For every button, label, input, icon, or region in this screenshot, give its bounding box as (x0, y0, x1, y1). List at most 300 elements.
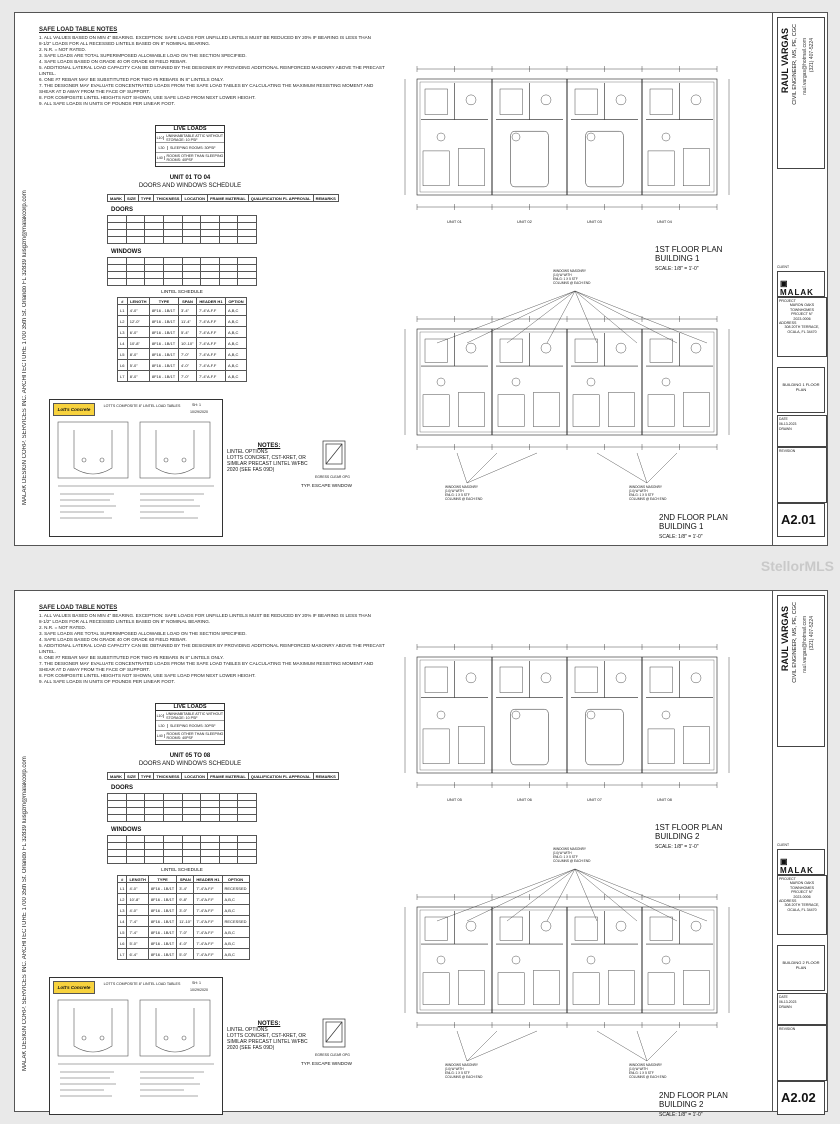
lintel-cell: 8F16 - 1B/1T (149, 371, 178, 382)
live-load-text: ROOMS OTHER THAN SLEEPING ROOMS: 40PSF (166, 731, 224, 740)
dw-header-cell: QUALIFICATION FL APPROVAL (248, 195, 313, 202)
safe-load-note-lines (39, 613, 385, 685)
lintel-cell: 12'-0" (127, 316, 149, 327)
notes-line: LOTTS CONCRET, CST-KRET, OR (227, 1033, 306, 1039)
lintel-cell: A,B,C (225, 371, 246, 382)
lintel-cell: 7'-4"A.F.F (194, 905, 222, 916)
lintel-row (118, 371, 247, 382)
plan2-scale: SCALE: 1/8" = 1'-0" (659, 1112, 703, 1118)
notes-line: LINTEL OPTIONS (227, 1027, 268, 1033)
malak-logo-text: MALAK (780, 866, 814, 875)
window-row-cell (126, 843, 145, 850)
project-name: MARON OAKS TOWNHOMES (789, 881, 815, 890)
window-row-cell (219, 265, 238, 272)
lintel-row (118, 305, 247, 316)
safe-load-note: 3. SAFE LOADS ARE TOTAL SUPERIMPOSED ALLOWABLE LOAD ON THE SECTION SPECIFIED. (39, 631, 247, 636)
door-row-cell (126, 815, 145, 822)
live-load-code: L10 (156, 135, 163, 140)
dw-header-cell: FRAME MATERIAL (208, 195, 249, 202)
window-callout-top (553, 269, 590, 285)
windows-label: WINDOWS (111, 827, 142, 833)
lotts-header: LOTTS COMPOSITE 8" LINTEL LOAD TABLES (103, 404, 181, 408)
window-row-cell (219, 279, 238, 286)
door-row (108, 230, 257, 237)
door-row-cell (182, 815, 201, 822)
window-callout-bottom-left (445, 1063, 482, 1079)
lintel-cell: 4'-0" (179, 360, 197, 371)
safe-load-title: SAFE LOAD TABLE NOTES (39, 605, 118, 611)
safe-load-note-lines (39, 35, 385, 107)
window-row-cell (126, 857, 145, 864)
lintel-row (118, 927, 250, 938)
window-row-cell (219, 258, 238, 265)
lintel-cell: 3'-4" (179, 305, 197, 316)
malak-logo (780, 279, 824, 297)
lintel-row (118, 905, 250, 916)
lintel-schedule-table (117, 297, 247, 382)
door-row-cell (163, 808, 182, 815)
plan1-building: BUILDING 1 (655, 254, 700, 263)
live-load-row (156, 711, 224, 721)
door-row-cell (145, 223, 164, 230)
window-row-cell (145, 258, 164, 265)
lintel-cell: RECESSED (222, 883, 249, 894)
door-row-cell (182, 216, 201, 223)
window-row (108, 272, 257, 279)
dw-header-row (108, 195, 339, 202)
lintel-row (118, 938, 250, 949)
second-floor-plan-title (659, 1091, 728, 1120)
address-label: ADDRESS (779, 321, 797, 326)
doors-table (107, 215, 257, 244)
door-row-cell (108, 808, 127, 815)
lintel-cell: L5 (118, 349, 128, 360)
window-row-cell (163, 836, 182, 843)
lintel-cell: 7'-4"A.F.F (194, 916, 222, 927)
lintel-cell: 3'-0" (177, 905, 194, 916)
window-row (108, 857, 257, 864)
lintel-cell: 5'-4" (179, 327, 197, 338)
unit-label: UNIT 01 (447, 219, 462, 224)
door-row-cell (126, 216, 145, 223)
live-loads-rows (156, 133, 224, 163)
door-row (108, 223, 257, 230)
project-info-box (777, 297, 827, 357)
door-row-cell (201, 794, 220, 801)
live-loads-box (155, 703, 225, 745)
lintel-row (118, 360, 247, 371)
window-row-cell (201, 850, 220, 857)
lintel-schedule-table (117, 875, 250, 960)
notes-line: 2020 (SEE FAS 09D) (227, 1045, 275, 1051)
window-callout-line: COLUMNS @ EACH END (445, 1075, 483, 1079)
logo-box (777, 849, 825, 875)
door-row-cell (145, 216, 164, 223)
lintel-cell: 8F16 - 1B/1T (148, 883, 176, 894)
sheet-paper (14, 12, 828, 546)
door-row-cell (182, 808, 201, 815)
window-row (108, 265, 257, 272)
door-row-cell (145, 230, 164, 237)
window-row (108, 258, 257, 265)
engineer-email: raul.vargas@hotmail.com (802, 616, 808, 673)
window-row-cell (145, 857, 164, 864)
title-block (772, 13, 827, 545)
notes-line: SIMILAR PRECAST LINTEL W/FBC (227, 461, 308, 467)
window-row-cell (145, 265, 164, 272)
live-load-row (156, 153, 224, 163)
door-row-cell (126, 223, 145, 230)
safe-load-note: 7. THE DESIGNER MAY EVALUATE CONCENTRATED LOADS FROM THE SAFE LOAD TABLES BY CALCULATING THE MAXIMUM RESISTING MOMENT AND (39, 83, 374, 88)
door-row (108, 808, 257, 815)
lintel-cell: 9'-8" (177, 894, 194, 905)
lotts-header: LOTTS COMPOSITE 8" LINTEL LOAD TABLES (103, 982, 181, 986)
revision-label: REVISION (779, 449, 796, 453)
lintel-row (118, 949, 250, 960)
window-row-cell (126, 272, 145, 279)
door-row-cell (145, 794, 164, 801)
dw-header-cell: TYPE (138, 773, 153, 780)
malak-logo-text: MALAK (780, 288, 814, 297)
door-row-cell (163, 815, 182, 822)
dw-header-cell: SIZE (125, 773, 139, 780)
dw-header-cell: SIZE (125, 195, 139, 202)
notes-line: LINTEL OPTIONS (227, 449, 268, 455)
live-load-row (156, 731, 224, 741)
window-callout-line: ENLG: 1 X 5 STF (553, 277, 578, 281)
door-row-cell (238, 223, 257, 230)
lintel-row (118, 327, 247, 338)
unit-label: UNIT 04 (657, 219, 672, 224)
safe-load-notes (39, 605, 385, 685)
lintel-cell: 4'-0" (127, 305, 149, 316)
schedule-subtitle: DOORS AND WINDOWS SCHEDULE (138, 761, 242, 767)
door-row-cell (108, 815, 127, 822)
window-row-cell (108, 836, 127, 843)
window-row-cell (238, 279, 257, 286)
windows-table (107, 835, 257, 864)
window-row-cell (238, 836, 257, 843)
window-row-cell (145, 850, 164, 857)
door-row-cell (108, 230, 127, 237)
window-row-cell (201, 272, 220, 279)
schedule-title: UNIT 01 TO 04 (169, 175, 211, 181)
lintel-cell: A,B,C (222, 894, 249, 905)
lintel-cell: A,B,C (222, 905, 249, 916)
door-row-cell (238, 794, 257, 801)
lintel-header-cell: OPTION (222, 876, 249, 883)
escape-window-small: EGRESS CLEAR OPG (315, 475, 350, 479)
dw-header-cell: THICKNESS (154, 773, 182, 780)
window-row-cell (108, 258, 127, 265)
date-box (777, 993, 827, 1025)
safe-load-note: 6. ONE #7 REBAR MAY BE SUBSTITUTED FOR TWO #5 REBARS IN 8" LINTELS ONLY. (39, 655, 224, 660)
window-callout-line: ENLG: 1 X 5 STF (553, 855, 578, 859)
window-row-cell (182, 279, 201, 286)
date-label: DATE (779, 417, 788, 421)
date-label: DATE (779, 995, 788, 999)
lintel-cell: 7'-4"A.F.F (194, 883, 222, 894)
drawn-label: DRAWN (779, 1005, 792, 1009)
window-callout-line: ENLG: 1 X 5 STF (629, 493, 654, 497)
plan2-name: 2ND FLOOR PLAN (659, 1091, 728, 1100)
window-row-cell (126, 258, 145, 265)
lotts-sheet-no: SH: 1 (192, 981, 201, 985)
window-callout-line: ENLG: 1 X 5 STF (629, 1071, 654, 1075)
window-callout-line: COLUMNS @ EACH END (553, 859, 591, 863)
door-row-cell (219, 216, 238, 223)
window-callout-line: ENLG: 1 X 5 STF (445, 1071, 470, 1075)
window-row-cell (201, 279, 220, 286)
unit-label: UNIT 02 (517, 219, 532, 224)
window-callout-line: (14) W WITH (553, 273, 572, 277)
lintel-cell: L1 (118, 305, 128, 316)
notes-lines (227, 449, 311, 473)
window-row-cell (163, 850, 182, 857)
dw-header-cell: MARK (108, 195, 125, 202)
door-row-cell (201, 801, 220, 808)
window-row-cell (108, 279, 127, 286)
lintel-header-cell: LENGTH (127, 876, 148, 883)
window-row-cell (145, 272, 164, 279)
safe-load-note: 8-1/2" LOADS FOR ALL RECESSED LINTELS BASED ON 8" NOMINAL BEARING. (39, 619, 211, 624)
second-floor-plan-title (659, 513, 728, 542)
project-no-label: PROJECT N° (791, 312, 813, 317)
door-row-cell (238, 801, 257, 808)
live-load-code: L30 (156, 724, 168, 728)
notes-line: LOTTS CONCRET, CST-KRET, OR (227, 455, 306, 461)
lintel-header-cell: OPTION (225, 298, 246, 305)
window-row-cell (182, 850, 201, 857)
window-callout-line: (14) W WITH (553, 851, 572, 855)
lintel-cell: L7 (118, 949, 127, 960)
window-row-cell (182, 836, 201, 843)
doors-table (107, 793, 257, 822)
safe-load-note: 2. N.R. = NOT RATED. (39, 625, 86, 630)
lintel-cell: A,B,C (225, 327, 246, 338)
lintel-cell: 6'-4" (127, 949, 148, 960)
lintel-cell: L4 (118, 338, 128, 349)
safe-load-note: 4. SAFE LOADS BASED ON GRADE 40 OR GRADE 60 FIELD REBAR. (39, 637, 187, 642)
window-row-cell (238, 843, 257, 850)
door-row-cell (238, 808, 257, 815)
lintel-cell: L5 (118, 927, 127, 938)
dw-header-cell: LOCATION (182, 773, 208, 780)
lintel-cell: L2 (118, 316, 128, 327)
door-row-cell (238, 230, 257, 237)
window-callout-top (553, 847, 590, 863)
door-row-cell (201, 230, 220, 237)
door-row-cell (182, 794, 201, 801)
safe-load-title: SAFE LOAD TABLE NOTES (39, 27, 118, 33)
doors-label: DOORS (111, 207, 134, 213)
live-load-row (156, 133, 224, 143)
dw-header-cell: LOCATION (182, 195, 208, 202)
window-row-cell (163, 857, 182, 864)
window-row-cell (182, 272, 201, 279)
window-callout-line: COLUMNS @ EACH END (629, 1075, 667, 1079)
lintel-cell: 8F16 - 1B/1T (149, 305, 178, 316)
firm-sidebar-text: MALAK DESIGN CORP. SERVICES INC. ARCHITECTURE 1700 35th St. Orlando FL 32839 luisgzm@malakcorp.com (22, 190, 28, 505)
door-row-cell (219, 808, 238, 815)
lintel-cell: 7'-4"A.F.F (197, 338, 226, 349)
lintel-cell: 7'-4"A.F.F (197, 360, 226, 371)
lotts-logo: Lott's Concrete (53, 403, 95, 416)
plan2-scale: SCALE: 1/8" = 1'-0" (659, 534, 703, 540)
door-row-cell (108, 216, 127, 223)
plan1-building: BUILDING 2 (655, 832, 700, 841)
unit-label: UNIT 08 (657, 797, 672, 802)
lintel-cell: 8F16 - 1B/1T (149, 360, 178, 371)
safe-load-note: 1. ALL VALUES BASED ON MIN 4" BEARING. EXCEPTION: SAFE LOADS FOR UNFILLED LINTELS MUST BE REDUCED BY 20% IF BEARING IS LESS THAN (39, 35, 371, 40)
lintel-cell: 7'-4"A.F.F (197, 349, 226, 360)
lintel-cell: 7'-4"A.F.F (194, 949, 222, 960)
window-row-cell (163, 258, 182, 265)
project-no: 2023-0006 (793, 894, 811, 899)
dw-header-cell: TYPE (138, 195, 153, 202)
second-floor-plan (397, 889, 737, 1039)
sheet-number-box (777, 1081, 825, 1115)
door-row-cell (163, 223, 182, 230)
escape-window-label: TYP. ESCAPE WINDOW (301, 1061, 352, 1066)
lintel-cell: 8F16 - 1B/1T (148, 949, 176, 960)
window-row-cell (163, 265, 182, 272)
address-label: ADDRESS (779, 899, 797, 904)
sheet-paper (14, 590, 828, 1118)
door-row-cell (126, 808, 145, 815)
date-value: 06-13-2023 (779, 422, 797, 426)
window-row-cell (126, 265, 145, 272)
escape-window-detail (317, 437, 357, 477)
live-load-code: L40 (156, 733, 163, 738)
engineer-email: raul.vargas@hotmail.com (802, 38, 808, 95)
date-box (777, 415, 827, 447)
sheet-title-box (777, 945, 825, 991)
lintel-cell: 7'-0" (179, 371, 197, 382)
live-load-text: ROOMS OTHER THAN SLEEPING ROOMS: 40PSF (166, 153, 224, 162)
safe-load-note: 3. SAFE LOADS ARE TOTAL SUPERIMPOSED ALLOWABLE LOAD ON THE SECTION SPECIFIED. (39, 53, 247, 58)
lintel-cell: L6 (118, 938, 127, 949)
project-info-box (777, 875, 827, 935)
window-row-cell (182, 857, 201, 864)
lintel-row (118, 894, 250, 905)
lintel-cell: 5'-0" (127, 938, 148, 949)
door-row-cell (182, 223, 201, 230)
window-callout-line: (14) W WITH (629, 1067, 648, 1071)
lintel-row (118, 883, 250, 894)
window-row-cell (219, 850, 238, 857)
safe-load-note: 8-1/2" LOADS FOR ALL RECESSED LINTELS BASED ON 8" NOMINAL BEARING. (39, 41, 211, 46)
sheet-title: BUILDING 2 FLOOR PLAN (782, 960, 820, 970)
door-row-cell (108, 223, 127, 230)
window-row-cell (201, 258, 220, 265)
window-row-cell (201, 857, 220, 864)
drawn-label: DRAWN (779, 427, 792, 431)
lintel-cell: 7'-4"A.F.F (194, 894, 222, 905)
engineer-title: CIVIL ENGINEER, MS, PE, CGC (792, 602, 798, 683)
doors-windows-header-table (107, 194, 339, 202)
window-row-cell (108, 850, 127, 857)
plan1-scale: SCALE: 1/8" = 1'-0" (655, 844, 699, 850)
window-callout-bottom-right (629, 485, 666, 501)
windows-table (107, 257, 257, 286)
live-load-code: L40 (156, 155, 163, 160)
lintel-cell: A,B,C (222, 938, 249, 949)
live-load-code: L30 (156, 146, 168, 150)
engineer-phone: (321) 407-5224 (809, 616, 815, 651)
lintel-cell: 10'-8" (127, 894, 148, 905)
revision-label: REVISION (779, 1027, 796, 1031)
lotts-date: 10/29/2020 (190, 410, 208, 414)
plan1-scale: SCALE: 1/8" = 1'-0" (655, 266, 699, 272)
door-row-cell (126, 237, 145, 244)
door-row-cell (126, 801, 145, 808)
lintel-cell: 5'-0" (177, 949, 194, 960)
safe-load-note: 8. FOR COMPOSITE LINTEL HEIGHTS NOT SHOWN, USE SAFE LOAD FROM NEXT LOWER HEIGHT. (39, 673, 256, 678)
lintel-row (118, 338, 247, 349)
lintel-header-cell: TYPE (148, 876, 176, 883)
lintel-cell: 7'-0" (177, 927, 194, 938)
lintel-cell: 4'-0" (127, 905, 148, 916)
window-row-cell (126, 279, 145, 286)
first-floor-plan (397, 61, 737, 221)
window-row-cell (238, 272, 257, 279)
dw-header-row (108, 773, 339, 780)
door-row-cell (145, 237, 164, 244)
door-row-cell (201, 808, 220, 815)
lintel-cell: 5'-0" (127, 360, 149, 371)
lintel-cell: L3 (118, 327, 128, 338)
door-row-cell (108, 801, 127, 808)
window-callout-line: COLUMNS @ EACH END (445, 497, 483, 501)
door-row-cell (145, 815, 164, 822)
live-loads-title: LIVE LOADS (156, 126, 224, 133)
dw-header-cell: FRAME MATERIAL (208, 773, 249, 780)
live-loads-title: LIVE LOADS (156, 704, 224, 711)
live-load-text: SLEEPING ROOMS: 30PSF (170, 145, 216, 150)
lintel-cell: 8F16 - 1B/1T (148, 927, 176, 938)
window-row-cell (108, 843, 127, 850)
project-label: PROJECT (779, 877, 796, 881)
lintel-header-cell: HEADER H1 (197, 298, 226, 305)
safe-load-notes (39, 27, 385, 107)
live-loads-rows (156, 711, 224, 741)
escape-window-label: TYP. ESCAPE WINDOW (301, 483, 352, 488)
lintel-cell: 8F16 - 1B/1T (148, 905, 176, 916)
project-name: MARON OAKS TOWNHOMES (789, 303, 815, 312)
notes-title: NOTES: (257, 443, 281, 449)
lintel-cell: 8F16 - 1B/1T (149, 327, 178, 338)
window-row-cell (126, 836, 145, 843)
notes-title: NOTES: (257, 1021, 281, 1027)
engineer-title: CIVIL ENGINEER, MS, PE, CGC (792, 24, 798, 105)
plan2-name: 2ND FLOOR PLAN (659, 513, 728, 522)
door-row-cell (108, 794, 127, 801)
project-no: 2023-0006 (793, 316, 811, 321)
project-no-label: PROJECT N° (791, 890, 813, 895)
lintel-cell: 7'-4"A.F.F (197, 305, 226, 316)
safe-load-note: 8. FOR COMPOSITE LINTEL HEIGHTS NOT SHOWN, USE SAFE LOAD FROM NEXT LOWER HEIGHT. (39, 95, 256, 100)
lintel-cell: L7 (118, 371, 128, 382)
safe-load-note: SHEAR AT D AWAY FROM THE FACE OF SUPPORT. (39, 89, 150, 94)
doors-label: DOORS (111, 785, 134, 791)
plan1-name: 1ST FLOOR PLAN (655, 823, 723, 832)
sheet-number-box (777, 503, 825, 537)
notes-line: 2020 (SEE FAS 09D) (227, 467, 275, 473)
safe-load-note: 9. ALL SAFE LOADS IN UNITS OF POUNDS PER LINEAR FOOT. (39, 679, 175, 684)
live-load-row (156, 721, 224, 731)
revision-box (777, 447, 827, 503)
